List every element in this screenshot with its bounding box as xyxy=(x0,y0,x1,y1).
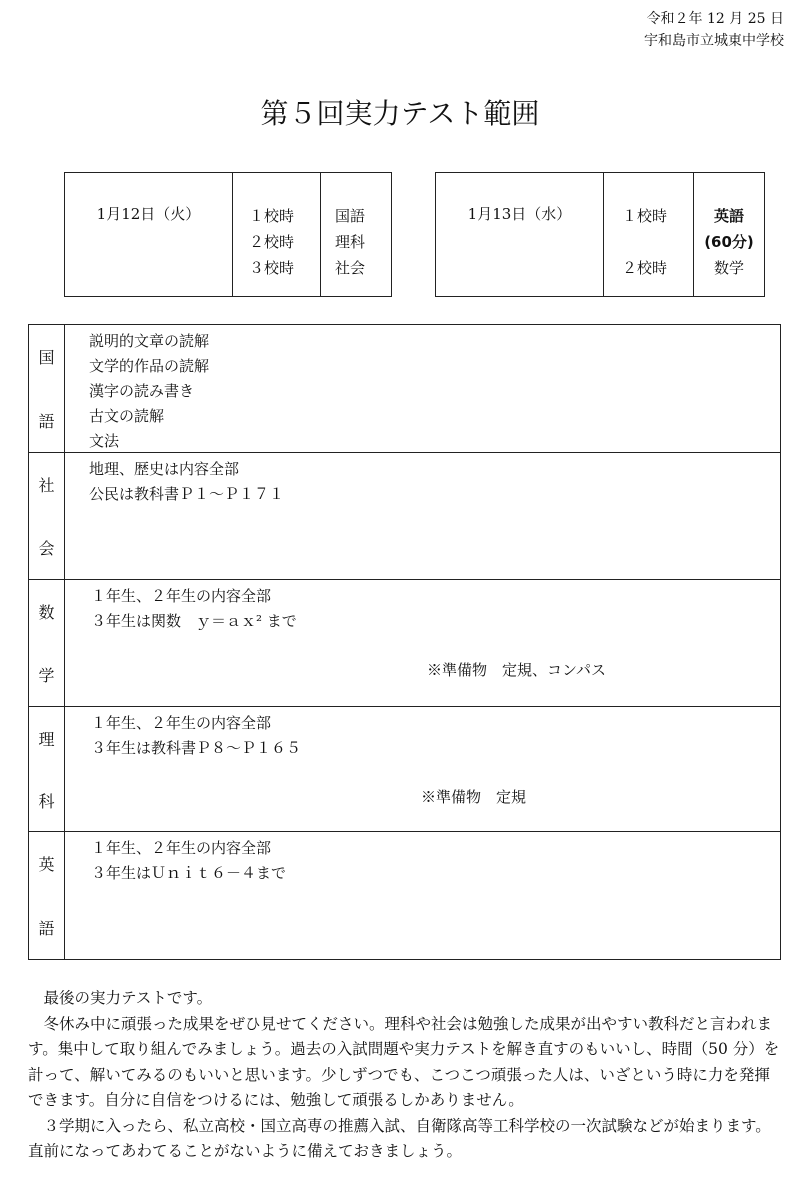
day1-period-2: ２校時 xyxy=(249,233,295,251)
subject-label-eigo: 英 語 xyxy=(29,832,65,959)
scope-content-kokugo: 説明的文章の読解 文学的作品の読解 漢字の読み書き 古文の読解 文法 xyxy=(89,332,210,450)
day1-subject-3: 社会 xyxy=(335,259,366,277)
page-title: 第５回実力テスト範囲 xyxy=(260,97,540,130)
subject-label-shakai: 社 会 xyxy=(29,453,65,579)
scope-table xyxy=(28,324,781,960)
day2-subjects xyxy=(694,173,764,296)
scope-row-kokugo xyxy=(29,325,780,453)
day2-date: 1月13日（水） xyxy=(436,173,604,296)
day2-subject-1: 英語 xyxy=(713,207,744,225)
message-paragraph-1: 最後の実力テストです。 xyxy=(43,989,213,1007)
subject-label-rika: 理 科 xyxy=(29,707,65,831)
subject-label-kokugo: 国 語 xyxy=(29,325,65,452)
schedule-day2 xyxy=(435,172,765,297)
scope-content-eigo: １年生、２年生の内容全部 ３年生はＵｎｉｔ６－４まで xyxy=(91,839,287,882)
day2-periods xyxy=(604,173,694,296)
day2-period-1: １校時 xyxy=(622,207,668,225)
scope-row-sugaku xyxy=(29,580,780,707)
sugaku-materials-note: ※準備物 定規、コンパス xyxy=(427,661,606,679)
scope-content-rika: １年生、２年生の内容全部 ３年生は教科書Ｐ８～Ｐ１６５ ※準備物 定規 xyxy=(65,707,780,831)
rika-materials-note: ※準備物 定規 xyxy=(421,788,527,806)
subject-label-sugaku: 数 学 xyxy=(29,580,65,706)
day2-subject-2: 数学 xyxy=(713,259,744,277)
day1-subject-1: 国語 xyxy=(335,207,366,225)
day1-periods xyxy=(233,173,321,296)
scope-row-rika xyxy=(29,707,780,832)
issue-date: 令和２年 12 月 25 日 xyxy=(646,11,784,27)
day1-subject-2: 理科 xyxy=(335,233,366,251)
day1-period-3: ３校時 xyxy=(249,259,295,277)
scope-row-shakai xyxy=(29,453,780,580)
schedule-day1 xyxy=(64,172,392,297)
day2-subject-1-duration: (60分) xyxy=(704,233,754,251)
closing-message xyxy=(28,986,780,1165)
document-header xyxy=(644,8,784,52)
day1-subjects xyxy=(321,173,391,296)
day1-period-1: １校時 xyxy=(249,207,295,225)
day2-period-2: ２校時 xyxy=(622,259,668,277)
message-paragraph-2: 冬休み中に頑張った成果をぜひ見せてください。理科や社会は勉強した成果が出やすい教科だと言われます。集中して取り組んでみましょう。過去の入試問題や実力テストを解き直すのもいいし、時間（50 分）を計って、解いてみるのもいいと思います。少しずつでも、こつこつ頑張った人は、いざという時に力を発揮できます。自分に自信をつけるには、勉強して頑張るしかありません。 xyxy=(28,1014,780,1109)
day1-date: 1月12日（火） xyxy=(65,173,233,296)
scope-content-sugaku: １年生、２年生の内容全部 ３年生は関数 ｙ＝ａｘ² まで ※準備物 定規、コンパス xyxy=(65,580,780,706)
school-name: 宇和島市立城東中学校 xyxy=(644,33,784,49)
scope-row-eigo xyxy=(29,832,780,959)
message-paragraph-3: ３学期に入ったら、私立高校・国立高専の推薦入試、自衛隊高等工科学校の一次試験などが始まります。直前になってあわてることがないように備えておきましょう。 xyxy=(28,1116,771,1160)
scope-content-shakai: 地理、歴史は内容全部 公民は教科書Ｐ１～Ｐ１７１ xyxy=(89,460,285,503)
